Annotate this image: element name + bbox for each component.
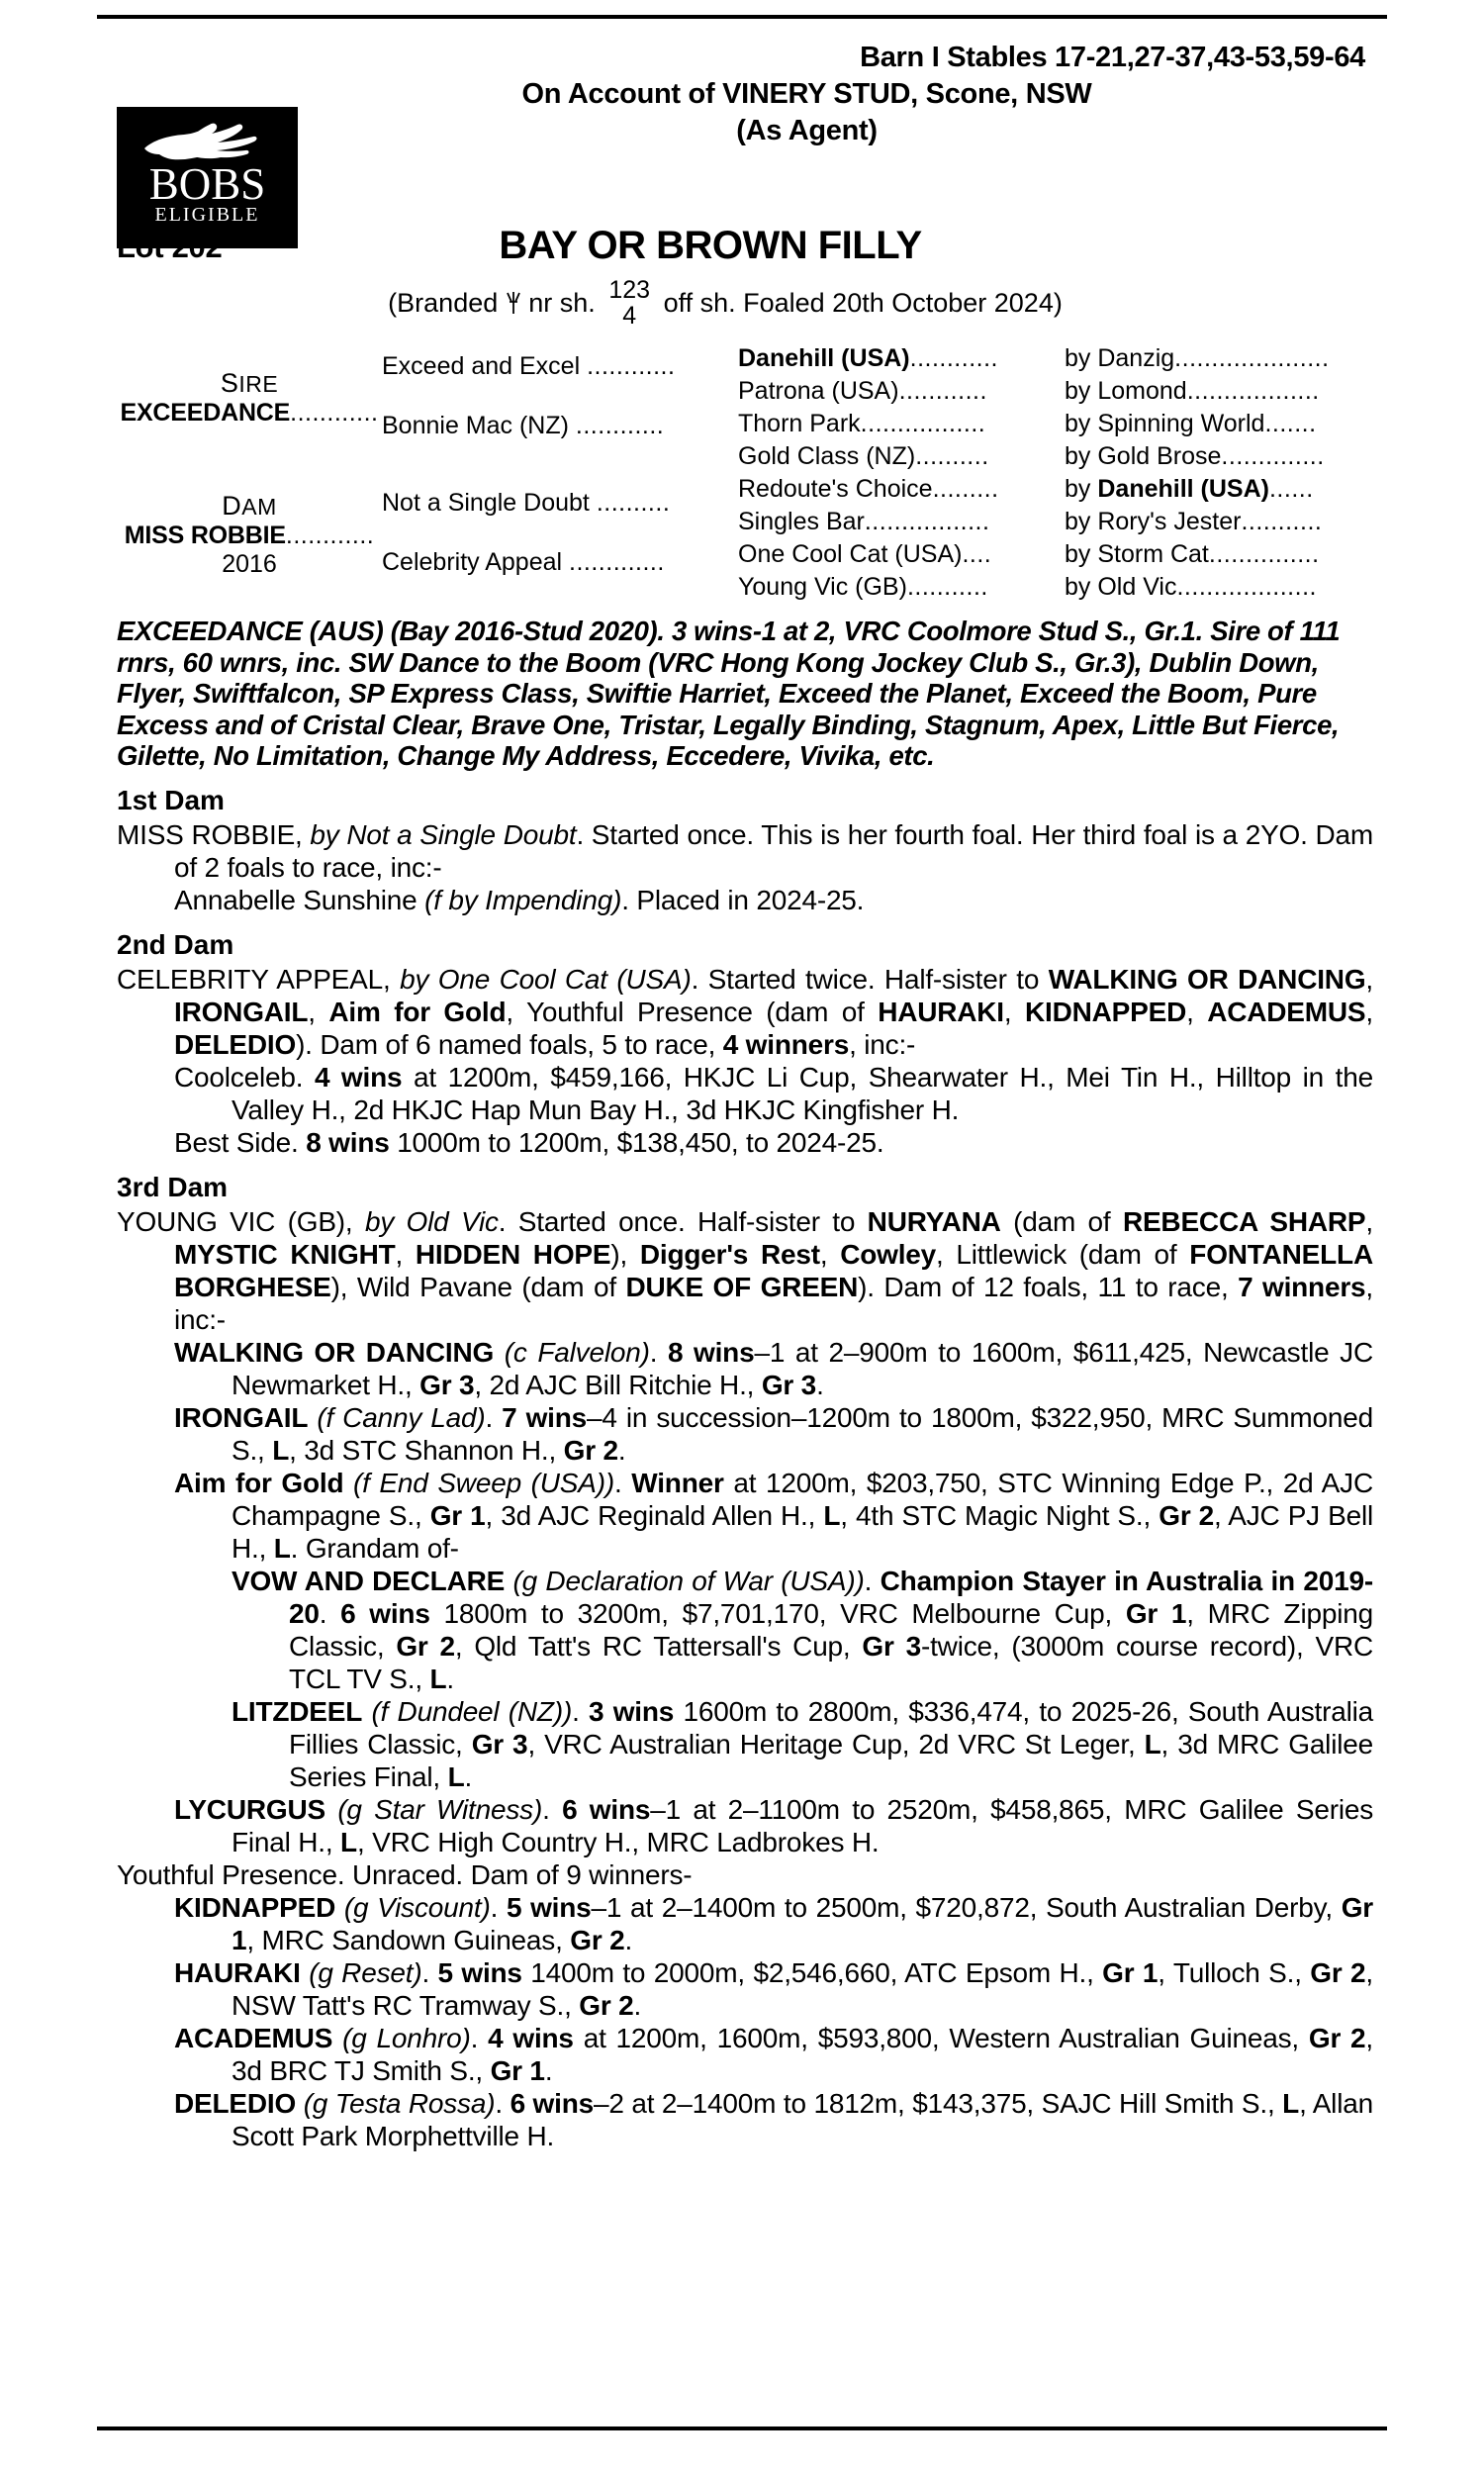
page-top-rule	[97, 15, 1387, 19]
as-agent-line: (As Agent)	[736, 115, 878, 146]
brand-suffix: off sh. Foaled 20th October 2024)	[663, 288, 1063, 319]
pedigree-dots: ...........	[906, 573, 988, 601]
pedigree-gen2-row	[382, 412, 738, 440]
pedigree-gen4-sire: by Danehill (USA)	[1065, 475, 1269, 503]
pedigree-dots: ....	[962, 540, 992, 568]
pedigree-gen3-name: Thorn Park	[738, 410, 861, 437]
pedigree-gen3-row	[738, 571, 1065, 604]
page-title: BAY OR BROWN FILLY	[499, 224, 922, 267]
dam-section-heading: 3rd Dam	[117, 1171, 229, 1202]
pedigree-dots: ...............	[1208, 540, 1320, 568]
vendor-account-line: On Account of VINERY STUD, Scone, NSW	[521, 78, 1092, 110]
brand-symbol-icon	[506, 290, 521, 316]
sire-label: SIRE	[220, 368, 279, 398]
pedigree-dots: ..................	[1186, 377, 1320, 405]
pedigree-gen4-sire: by Spinning World	[1065, 410, 1265, 437]
pedigree-gen4-sire: by Rory's Jester	[1065, 508, 1242, 535]
pedigree-gen2-name: Exceed and Excel	[382, 352, 581, 380]
dam-year: 2016	[222, 550, 277, 578]
sire-block	[117, 368, 382, 428]
pedigree-dots: .........	[932, 475, 999, 503]
pedigree-gen3-row	[738, 473, 1065, 506]
brand-numerator: 123	[608, 276, 651, 304]
pedigree-gen4-row	[1065, 473, 1373, 506]
pedigree-entry: Coolceleb. 4 wins at 1200m, $459,166, HKJC Li Cup, Shearwater H., Mei Tin H., Hilltop in the Valley H., 2d HKJC Hap Mun Bay H., 3d HKJC Kingfisher H.	[174, 1061, 1374, 1125]
pedigree-entry: Annabelle Sunshine (f by Impending). Placed in 2024-25.	[174, 884, 865, 915]
pedigree-gen4-sire: by Storm Cat	[1065, 540, 1209, 568]
lot-title-row	[117, 222, 1373, 277]
pedigree-gen2-name: Not a Single Doubt	[382, 489, 590, 517]
header	[117, 40, 1373, 226]
dam-label: DAM	[222, 491, 277, 521]
page-bottom-rule	[97, 2426, 1387, 2430]
pedigree-gen4-sire: by Lomond	[1065, 377, 1187, 405]
pedigree-gen4-row	[1065, 440, 1373, 473]
pedigree-entry: IRONGAIL (f Canny Lad). 7 wins–4 in succession–1200m to 1800m, $322,950, MRC Summoned S., L, 3d STC Shannon H., Gr 2.	[174, 1401, 1373, 1466]
pedigree-gen3-name: One Cool Cat (USA)	[738, 540, 963, 568]
pedigree-gen4-sire: by Gold Brose	[1065, 442, 1222, 470]
pedigree-dots: ......	[1268, 475, 1314, 503]
pedigree-gen3-row	[738, 375, 1065, 408]
pedigree-gen4-sire: by Danzig	[1065, 344, 1175, 372]
pedigree-gen2-name: Celebrity Appeal	[382, 548, 563, 576]
pedigree-gen3-row	[738, 538, 1065, 571]
pedigree-gen2-row	[382, 489, 738, 518]
pedigree-dots: ...................	[1176, 573, 1317, 601]
pedigree-dots: ............	[909, 344, 998, 372]
pedigree-gen4-column	[1065, 342, 1373, 604]
pedigree-entry: HAURAKI (g Reset). 5 wins 1400m to 2000m, $2,546,660, ATC Epsom H., Gr 1, Tulloch S., Gr 2, NSW Tatt's RC Tramway S., Gr 2.	[174, 1956, 1373, 2021]
pedigree-dots: ............	[587, 352, 676, 380]
pedigree-gen4-row	[1065, 408, 1373, 440]
pedigree-entry: MISS ROBBIE, by Not a Single Doubt. Started once. This is her fourth foal. Her third foal is a 2YO. Dam of 2 foals to race, inc:-	[117, 818, 1374, 883]
brand-foaled-line	[117, 276, 1373, 331]
pedigree-dots: ..........	[915, 442, 989, 470]
sire-dots: ............	[290, 399, 379, 427]
pedigree-gen3-row	[738, 506, 1065, 538]
sire-name-row	[117, 399, 382, 428]
pedigree-dots: .....................	[1174, 344, 1330, 372]
pedigree-entry: Aim for Gold (f End Sweep (USA)). Winner at 1200m, $203,750, STC Winning Edge P., 2d AJC Champagne S., Gr 1, 3d AJC Reginald Allen H., L, 4th STC Magic Night S., Gr 2, AJC PJ Bell H., L. Grandam of-	[174, 1467, 1374, 1564]
pedigree-dots: ............	[898, 377, 987, 405]
pedigree-entry: Best Side. 8 wins 1000m to 1200m, $138,450, to 2024-25.	[174, 1126, 884, 1158]
pedigree-table	[117, 342, 1373, 612]
pedigree-entry: YOUNG VIC (GB), by Old Vic. Started once. Half-sister to NURYANA (dam of REBECCA SHARP, MYSTIC KNIGHT, HIDDEN HOPE), Digger's Rest, Cowley, Littlewick (dam of FONTANELLA BORGHESE), Wild Pavane (dam of DUKE OF GREEN). Dam of 12 foals, 11 to race, 7 winners, inc:-	[117, 1205, 1373, 1335]
barn-stables-line: Barn I Stables 17-21,27-37,43-53,59-64	[860, 42, 1365, 73]
pedigree-gen4-row	[1065, 538, 1373, 571]
dam-sections	[117, 782, 1373, 2152]
pedigree-dots: ..............	[1221, 442, 1325, 470]
pedigree-gen3-name: Young Vic (GB)	[738, 573, 907, 601]
pedigree-gen3-column	[738, 342, 1065, 604]
lot-number: Lot 202	[117, 230, 223, 264]
bobs-eligible-label: ELIGIBLE	[154, 204, 260, 226]
pedigree-entry: VOW AND DECLARE (g Declaration of War (USA)). Champion Stayer in Australia in 2019-20. 6 wins 1800m to 3200m, $7,701,170, VRC Melbourne Cup, Gr 1, MRC Zipping Classic, Gr 2, Qld Tatt's RC Tattersall's Cup, Gr 3-twice, (3000m course record), VRC TCL TV S., L.	[232, 1565, 1374, 1694]
pedigree-gen3-row	[738, 342, 1065, 375]
pedigree-gen3-row	[738, 440, 1065, 473]
pedigree-gen2-row	[382, 352, 738, 381]
pedigree-entry: KIDNAPPED (g Viscount). 5 wins–1 at 2–1400m to 2500m, $720,872, South Australian Derby, Gr 1, MRC Sandown Guineas, Gr 2.	[174, 1891, 1373, 1955]
pedigree-dots: ...........	[1241, 508, 1323, 535]
pedigree-gen3-name: Singles Bar	[738, 508, 865, 535]
dam-block	[117, 491, 382, 579]
pedigree-gen3-name: Gold Class (NZ)	[738, 442, 916, 470]
dam-section-heading: 1st Dam	[117, 784, 225, 815]
sire-summary-paragraph: EXCEEDANCE (AUS) (Bay 2016-Stud 2020). 3 wins-1 at 2, VRC Coolmore Stud S., Gr.1. Sire of 111 rnrs, 60 wnrs, inc. SW Dance to the Boom (VRC Hong Kong Jockey Club S., Gr.3), Dublin Down, Flyer, Swiftfalcon, SP Express Class, Swiftie Harriet, Exceed the Planet, Exceed the Boom, Pure Excess and of Cristal Clear, Brave One, Tristar, Legally Binding, Stagnum, Apex, Little But Fierce, Gilette, No Limitation, Change My Address, Eccedere, Vivika, etc.	[117, 616, 1341, 771]
pedigree-dots: ............	[575, 412, 665, 439]
horse-head-icon	[117, 107, 298, 168]
pedigree-gen4-row	[1065, 342, 1373, 375]
pedigree-entry: LYCURGUS (g Star Witness). 6 wins–1 at 2–1100m to 2520m, $458,865, MRC Galilee Series Final H., L, VRC High Country H., MRC Ladbrokes H.	[174, 1793, 1374, 1857]
brand-denominator: 4	[622, 302, 637, 330]
brand-fraction	[608, 277, 650, 329]
pedigree-entry: Youthful Presence. Unraced. Dam of 9 winners-	[117, 1858, 693, 1890]
pedigree-entry: WALKING OR DANCING (c Falvelon). 8 wins–1 at 2–900m to 1600m, $611,425, Newcastle JC Newmarket H., Gr 3, 2d AJC Bill Ritchie H., Gr 3.	[174, 1336, 1373, 1400]
pedigree-dots: .......	[1264, 410, 1317, 437]
dam-name: MISS ROBBIE	[124, 522, 286, 549]
brand-mid: nr sh.	[528, 288, 596, 319]
bobs-wordmark: BOBS	[148, 159, 266, 209]
pedigree-gen3-name: Patrona (USA)	[738, 377, 899, 405]
pedigree-dots: .............	[569, 548, 665, 576]
dam-dots: ............	[285, 522, 375, 549]
pedigree-gen3-row	[738, 408, 1065, 440]
pedigree-gen3-name: Danehill (USA)	[738, 344, 910, 372]
pedigree-dots: .................	[864, 508, 990, 535]
page-content	[117, 40, 1373, 2152]
brand-prefix: (Branded	[388, 288, 499, 319]
pedigree-gen3-name: Redoute's Choice	[738, 475, 933, 503]
sire-name: EXCEEDANCE	[120, 399, 291, 427]
pedigree-gen4-row	[1065, 506, 1373, 538]
pedigree-entry: LITZDEEL (f Dundeel (NZ)). 3 wins 1600m to 2800m, $336,474, to 2025-26, South Australia Fillies Classic, Gr 3, VRC Australian Heritage Cup, 2d VRC St Leger, L, 3d MRC Galilee Series Final, L.	[232, 1695, 1373, 1792]
dam-section-heading: 2nd Dam	[117, 928, 234, 960]
pedigree-gen2-row	[382, 548, 738, 577]
pedigree-gen2-name: Bonnie Mac (NZ)	[382, 412, 569, 439]
pedigree-dots: .................	[860, 410, 986, 437]
header-text-block	[300, 40, 1373, 149]
pedigree-entry: CELEBRITY APPEAL, by One Cool Cat (USA). Started twice. Half-sister to WALKING OR DANCING, IRONGAIL, Aim for Gold, Youthful Presence (dam of HAURAKI, KIDNAPPED, ACADEMUS, DELEDIO). Dam of 6 named foals, 5 to race, 4 winners, inc:-	[117, 963, 1373, 1060]
pedigree-entry: DELEDIO (g Testa Rossa). 6 wins–2 at 2–1400m to 1812m, $143,375, SAJC Hill Smith S., L, Allan Scott Park Morphettville H.	[174, 2087, 1373, 2151]
pedigree-gen4-sire: by Old Vic	[1065, 573, 1177, 601]
pedigree-entry: ACADEMUS (g Lonhro). 4 wins at 1200m, 1600m, $593,800, Western Australian Guineas, Gr 2, 3d BRC TJ Smith S., Gr 1.	[174, 2022, 1374, 2086]
dam-name-row	[117, 522, 382, 550]
pedigree-gen4-row	[1065, 571, 1373, 604]
pedigree-gen4-row	[1065, 375, 1373, 408]
pedigree-dots: ..........	[596, 489, 671, 517]
